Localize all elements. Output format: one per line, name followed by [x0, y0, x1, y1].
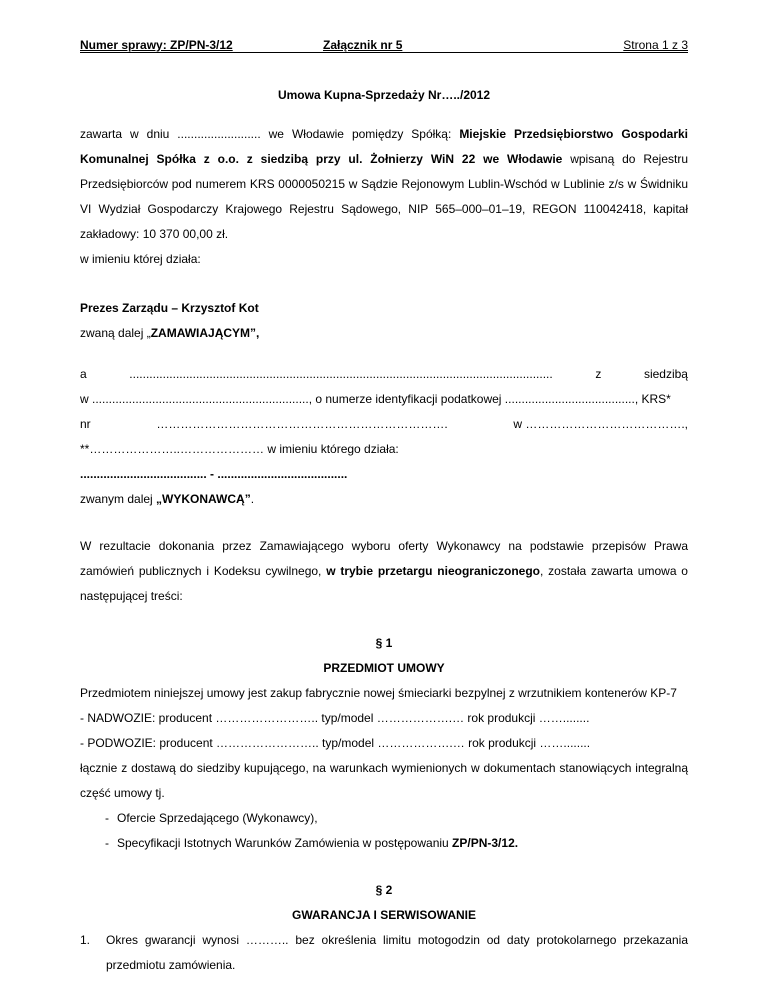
contractor-name-field: ...............................................................................................................................	[129, 367, 553, 381]
result-text-2: , została zawarta umowa o następującej treści:	[80, 564, 688, 603]
subject-line: Przedmiotem niniejszej umowy jest zakup fabrycznie nowej śmieciarki bezpylnej z wrzutnikiem kontenerów KP-7	[80, 686, 677, 700]
contractor-z: z	[595, 367, 602, 381]
section-1-sign: § 1	[375, 636, 393, 650]
intro-paragraph	[80, 122, 688, 247]
warranty-item-text: Okres gwarancji wynosi ……….. bez określenia limitu motogodzin od daty protokolarnego przekazania przedmiotu zamówienia.	[106, 933, 688, 972]
body-line: - NADWOZIE: producent …………………….. typ/model ……………….… rok produkcji ……........	[80, 711, 590, 725]
list-item	[105, 806, 688, 831]
intro-text-2: wpisaną do Rejestru Przedsiębiorców pod numerem KRS 0000050215 w Sądzie Rejonowym Lublin-Wschód w Lublinie z/s w Świdniku VI Wydział Gospodarczy Krajowego Rejestru Sądowego, NIP 565–000–01–19, REGON 110042418, kapitał zakładowy: 10 370 00,00 zł.	[80, 152, 688, 241]
warranty-item-1	[80, 928, 688, 978]
contractor-line-5: ...................................... - .......................................	[80, 467, 348, 481]
called-orderer-prefix: zwaną dalej „	[80, 326, 151, 340]
document-page	[80, 38, 688, 978]
company-name: Miejskie Przedsiębiorstwo Gospodarki Komunalnej Spółka z o.o. z siedzibą przy ul. Żołnierzy WiN 22 we Włodawie	[80, 127, 689, 166]
contractor-line-2: w ................................................................., o numerze identyfikacji podatkowej ......................................., KRS*	[80, 392, 671, 406]
president-name: Prezes Zarządu – Krzysztof Kot	[80, 301, 259, 315]
list-item	[105, 831, 688, 856]
intro-text-1: zawarta w dniu ......................... we Włodawie pomiędzy Spółką:	[80, 127, 460, 141]
contractor-nr-label: nr	[80, 417, 91, 431]
contractor-line-1	[80, 362, 688, 387]
page-header	[80, 38, 688, 54]
contractor-line-3	[80, 412, 688, 437]
attachment-label: Załącznik nr 5	[323, 38, 403, 52]
delivery-paragraph: łącznie z dostawą do siedziby kupującego, na warunkach wymienionych w dokumentach stanowiących integralną część umowy tj.	[80, 761, 688, 800]
contractor-nr-field: ……………………………………………………………….	[156, 417, 448, 431]
contractor-w-field: w ………………………………….,	[513, 417, 688, 431]
contractor-line-4: **…………………..………………… w imieniu którego działa:	[80, 442, 399, 456]
result-paragraph	[80, 534, 688, 609]
contractor-seat-label: siedzibą	[643, 367, 688, 381]
called-orderer	[80, 321, 688, 346]
called-contractor-suffix: .	[250, 492, 255, 506]
called-contractor-bold: „WYKONAWCĄ”	[156, 492, 251, 506]
header-rule	[80, 52, 688, 53]
list-item-siwz: Specyfikacji Istotnych Warunków Zamówienia w postępowaniu	[117, 836, 453, 850]
called-contractor-prefix: zwanym dalej	[80, 492, 157, 506]
chassis-line: - PODWOZIE: producent …………………….. typ/model ……………….… rok produkcji ……........	[80, 736, 591, 750]
contractor-a: a	[80, 367, 87, 381]
tender-mode: w trybie przetargu nieograniczonego	[326, 564, 540, 578]
represented-line: w imieniu której działa:	[80, 252, 201, 266]
list-item-siwz-number: ZP/PN-3/12.	[452, 836, 519, 850]
section-2-sign: § 2	[375, 883, 393, 897]
warranty-item-number: 1.	[80, 933, 91, 947]
called-contractor	[80, 487, 688, 512]
documents-list	[80, 806, 688, 856]
result-text-1: W rezultacie dokonania przez Zamawiającego wyboru oferty Wykonawcy na podstawie przepisów Prawa zamówień publicznych i Kodeksu cywilnego,	[80, 539, 688, 578]
section-1-heading: PRZEDMIOT UMOWY	[323, 661, 445, 675]
case-number: Numer sprawy: ZP/PN-3/12	[80, 38, 233, 52]
called-orderer-bold: ZAMAWIAJĄCYM”,	[150, 326, 260, 340]
list-item-offer: Ofercie Sprzedającego (Wykonawcy),	[117, 811, 318, 825]
page-number: Strona 1 z 3	[623, 38, 688, 52]
section-2-heading: GWARANCJA I SERWISOWANIE	[291, 908, 476, 922]
contract-title: Umowa Kupna-Sprzedaży Nr…../2012	[277, 88, 491, 102]
